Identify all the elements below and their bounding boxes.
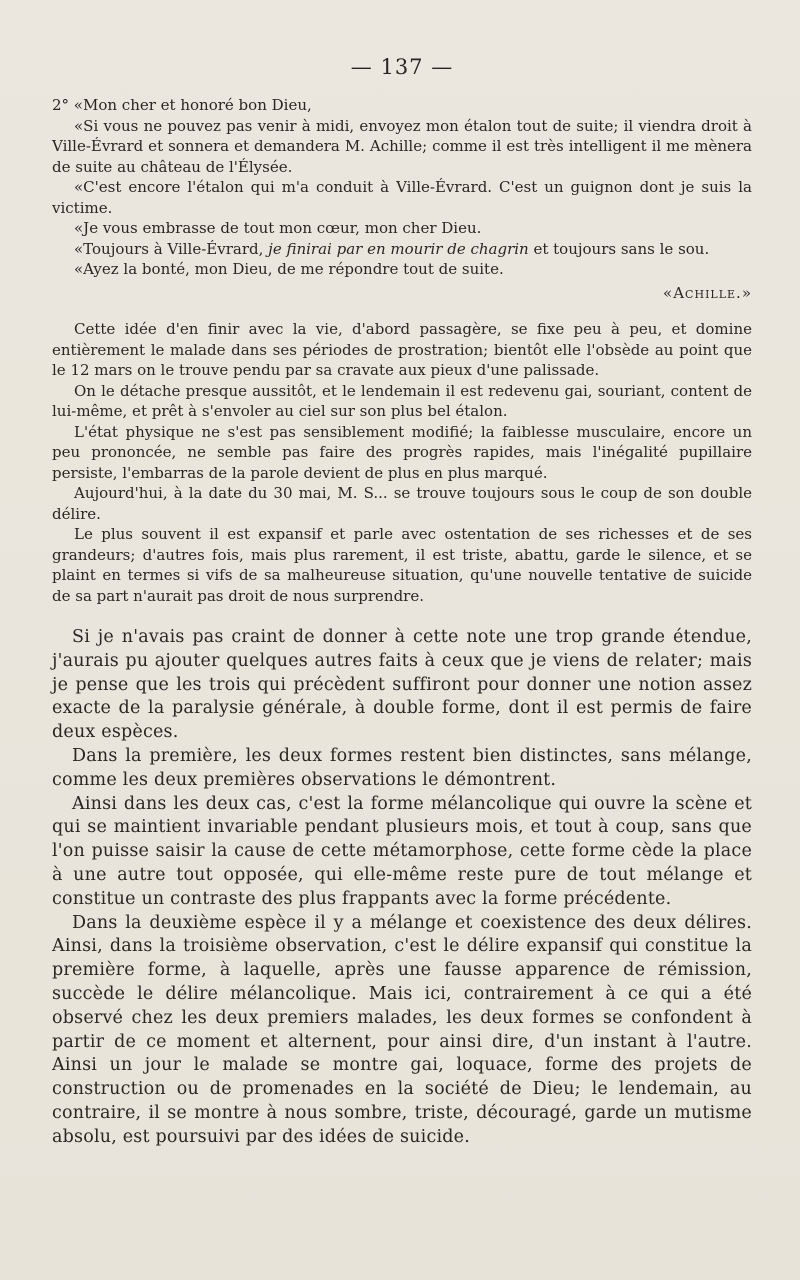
paragraph: Si je n'avais pas craint de donner à cette note une trop grande étendue, j'aurais pu ajouter quelques autres faits à ceux que je viens de relater; mais je pense que les trois qui précèdent suffiront pour donner une notion assez exacte de la paralysie générale, à double forme, dont il est permis de faire deux espèces.	[52, 627, 752, 743]
paragraph: Ainsi dans les deux cas, c'est la forme mélancolique qui ouvre la scène et qui se maintient invariable pendant plusieurs mois, et tout à coup, sans que l'on puisse saisir la cause de cette métamorphose, cette forme cède la place à une autre tout opposée, qui elle-même reste pure de tout mélange et constitue un contraste des plus frappants avec la forme précédente.	[52, 793, 752, 909]
letter-paragraph: «Je vous embrasse de tout mon cœur, mon cher Dieu.	[74, 219, 482, 237]
paragraph: Cette idée d'en finir avec la vie, d'abord passagère, se fixe peu à peu, et domine entièrement le malade dans ses périodes de prostration; bientôt elle l'obsède au point que le 12 mars on le trouve pendu par sa cravate aux pieux d'une palissade.	[52, 320, 752, 379]
letter-paragraph: «C'est encore l'étalon qui m'a conduit à Ville-Évrard. C'est un guignon dont je suis la victime.	[52, 178, 752, 217]
paragraph: Dans la deuxième espèce il y a mélange et coexistence des deux délires. Ainsi, dans la troisième observation, c'est le délire expansif qui constitue la première forme, à laquelle, après une fausse apparence de rémission, succède le délire mélancolique. Mais ici, contrairement à ce qui a été observé chez les deux premiers malades, les deux formes se confondent à partir de ce moment et alternent, pour ainsi dire, d'un instant à l'autre. Ainsi un jour le malade se montre gai, loquace, forme des projets de construction ou de promenades en la société de Dieu; le lendemain, au contraire, il se montre à nous sombre, triste, découragé, garde un mutisme absolu, est poursuivi par des idées de suicide.	[52, 912, 752, 1147]
paragraph: Aujourd'hui, à la date du 30 mai, M. S... se trouve toujours sous le coup de son double délire.	[52, 484, 752, 523]
page-number: — 137 —	[350, 55, 454, 79]
page-content	[52, 55, 752, 1150]
paragraph: L'état physique ne s'est pas sensiblement modifié; la faiblesse musculaire, encore un peu prononcée, ne semble pas faire des progrès rapides, mais l'inégalité pupillaire persiste, l'embarras de la parole devient de plus en plus marqué.	[52, 422, 752, 482]
letter-paragraph: «Si vous ne pouvez pas venir à midi, envoyez mon étalon tout de suite; il viendra droit à Ville-Évrard et sonnera et demandera M. Achille; comme il est très intelligent il me mènera de suite au château de l'Élysée.	[52, 116, 752, 176]
letter-signature: «Achille.»	[663, 283, 752, 302]
letter-paragraph: «Ayez la bonté, mon Dieu, de me répondre tout de suite.	[74, 260, 504, 278]
paragraph: On le détache presque aussitôt, et le lendemain il est redevenu gai, souriant, content de lui-même, et prêt à s'envoler au ciel sur son plus bel étalon.	[52, 381, 752, 420]
letter-text: et toujours sans le sou.	[533, 239, 710, 258]
paragraph: Le plus souvent il est expansif et parle avec ostentation de ses richesses et de ses grandeurs; d'autres fois, mais plus rarement, il est triste, abattu, garde le silence, et se plaint en termes si vifs de sa malheureuse situation, qu'une nouvelle tentative de suicide de sa part n'aurait pas droit de nous surprendre.	[52, 525, 752, 605]
letter-paragraph	[52, 239, 752, 260]
conclusion-text	[52, 626, 752, 1150]
letter-italic-text: je finirai par en mourir de chagrin	[268, 239, 529, 258]
letter-salutation: 2° «Mon cher et honoré bon Dieu,	[52, 96, 312, 114]
paragraph: Dans la première, les deux formes restent bien distinctes, sans mélange, comme les deux premières observations le démontrent.	[52, 745, 752, 790]
quoted-letter	[52, 95, 752, 303]
letter-text: «Toujours à Ville-Évrard,	[74, 239, 264, 258]
case-notes	[52, 319, 752, 606]
